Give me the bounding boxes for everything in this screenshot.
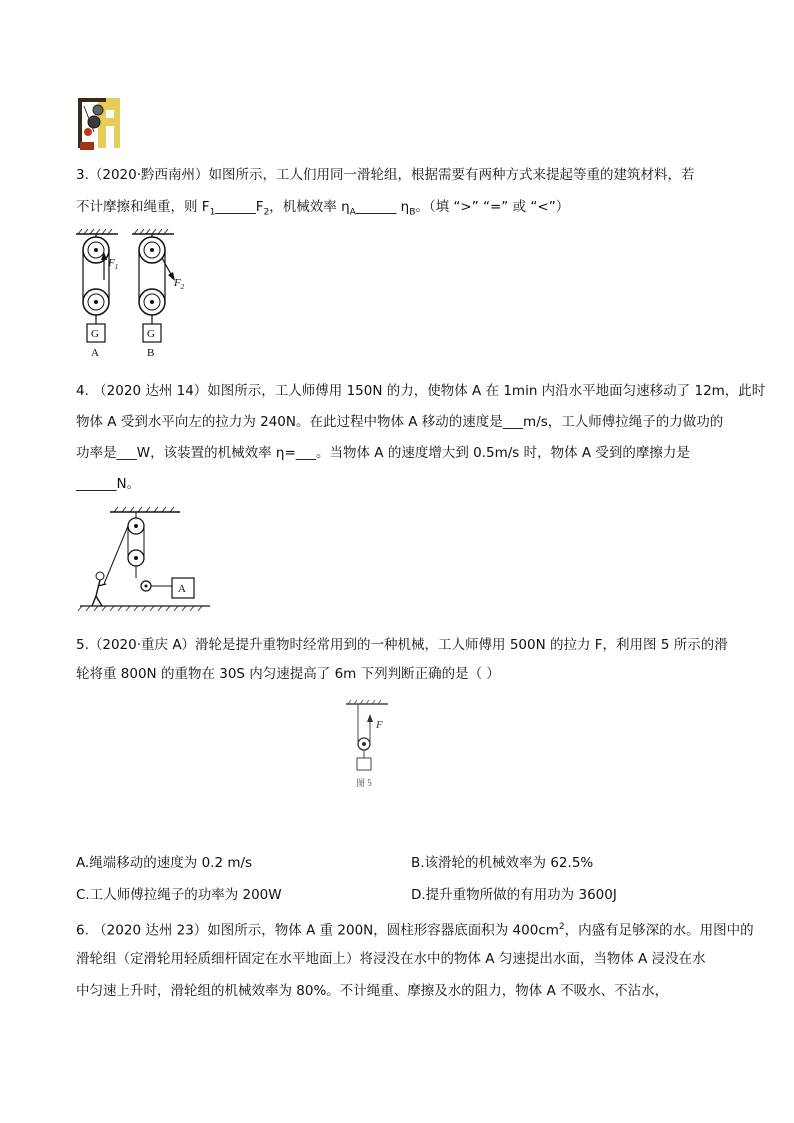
q5-option-c: C.工人师傅拉绳子的功率为 200W <box>76 887 282 903</box>
q4-fig-label-a: A <box>178 583 186 595</box>
q5-line-2: 轮将重 800N 的重物在 30S 内匀速提高了 6m 下列判断正确的是（ ） <box>76 666 500 682</box>
q5-fig-caption: 图 5 <box>356 778 372 788</box>
q5-option-a: A.绳端移动的速度为 0.2 m/s <box>76 855 253 871</box>
q4-line-4: ______N。 <box>76 476 141 492</box>
q3-pulley-figure <box>74 228 194 360</box>
q3-fig-label-a: A <box>91 347 99 359</box>
q3-fig-g-a: G <box>91 328 99 340</box>
q6-line-2: 滑轮组（定滑轮用轻质细杆固定在水平地面上）将浸没在水中的物体 A 匀速提出水面，当物体 A 浸没在水 <box>76 951 706 967</box>
q5-fig-f: F <box>376 719 383 731</box>
q5-option-b: B.该滑轮的机械效率为 62.5% <box>411 855 594 871</box>
q4-line-2: 物体 A 受到水平向左的拉力为 240N。在此过程中物体 A 移动的速度是___m/s，工人师傅拉绳子的力做功的 <box>76 414 724 430</box>
q5-option-d: D.提升重物所做的有用功为 3600J <box>411 887 617 903</box>
top-pulley-figure <box>76 96 122 154</box>
q3-fig-f2: $F_2$ <box>174 277 185 291</box>
q6-line-1: 6. （2020 达州 23）如图所示，物体 A 重 200N，圆柱形容器底面积为 $400cm^2$，内盛有足够深的水。用图中的 <box>76 922 754 939</box>
q3-line-2: 不计摩擦和绳重，则 $F_1\_\_\_\_\_\_F_2$，机械效率 $\eta_A\_\_\_\_\_\_$ $\eta_B$。（填 “>” “=” 或 “<”） <box>76 199 570 218</box>
q4-line-3: 功率是___W，该装置的机械效率 η=___。当物体 A 的速度增大到 0.5m/s 时，物体 A 受到的摩擦力是 <box>76 445 690 461</box>
q4-line-1: 4. （2020 达州 14）如图所示，工人师傅用 150N 的力，使物体 A 在 1min 内沿水平地面匀速移动了 12m，此时 <box>76 383 766 399</box>
q3-fig-label-b: B <box>147 347 155 359</box>
q4-pulley-figure <box>74 506 224 614</box>
q3-fig-f1: $F_1$ <box>108 257 119 271</box>
q5-pulley-figure <box>344 698 396 792</box>
q3-fig-g-b: G <box>147 328 155 340</box>
q5-line-1: 5.（2020·重庆 A）滑轮是提升重物时经常用到的一种机械，工人师傅用 500N 的拉力 F，利用图 5 所示的滑 <box>76 637 728 653</box>
q3-line-1: 3.（2020·黔西南州）如图所示，工人们用同一滑轮组，根据需要有两种方式来提起等重的建筑材料，若 <box>76 167 695 183</box>
q6-line-3: 中匀速上升时，滑轮组的机械效率为 80%。不计绳重、摩擦及水的阻力，物体 A 不吸水、不沾水， <box>76 983 669 999</box>
